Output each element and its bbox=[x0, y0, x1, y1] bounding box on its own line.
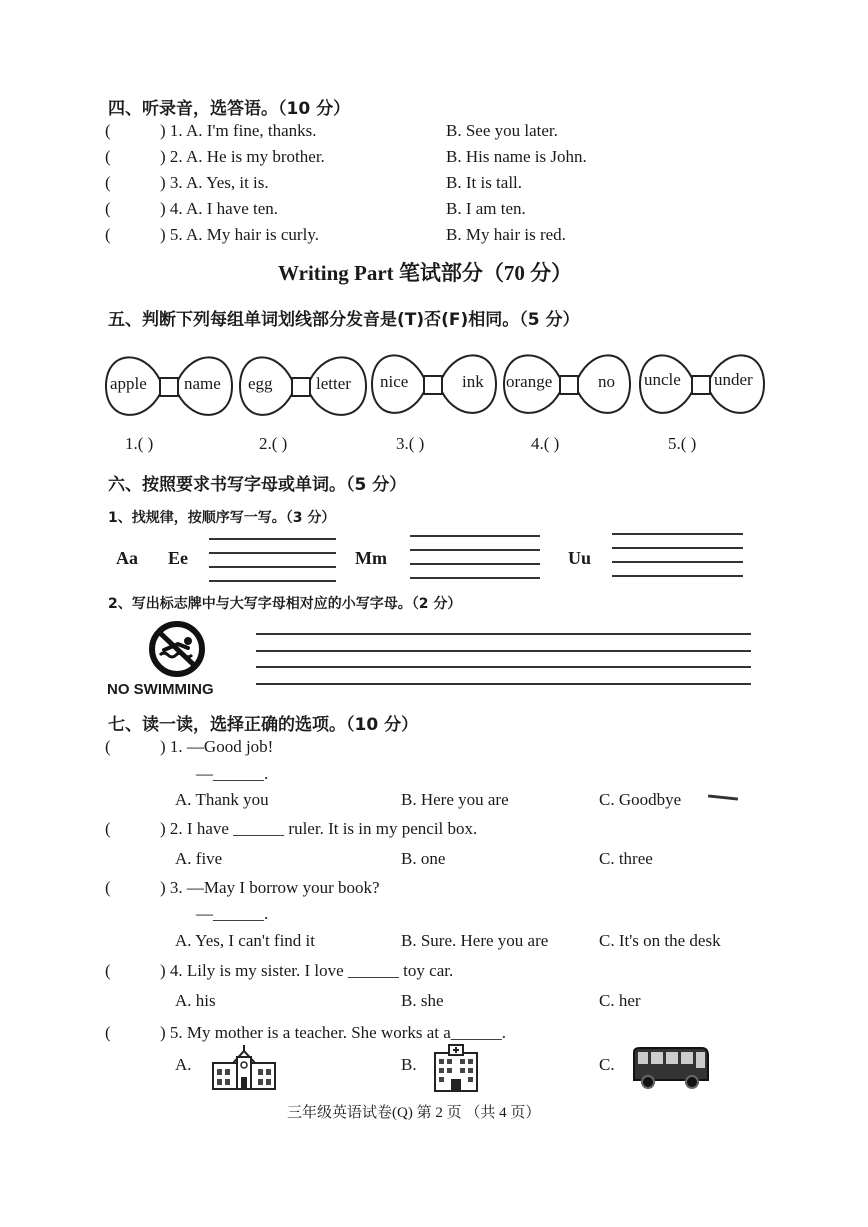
q1-option-b[interactable]: B. Here you are bbox=[401, 790, 509, 809]
answer-paren[interactable]: ( bbox=[105, 737, 111, 756]
question-3-a: ) 3. A. Yes, it is. bbox=[160, 173, 269, 192]
word-right: name bbox=[184, 374, 221, 393]
school-icon[interactable] bbox=[211, 1043, 277, 1091]
word-left: uncle bbox=[644, 370, 681, 389]
bow-pair-3 bbox=[370, 350, 498, 420]
q4-option-b[interactable]: B. she bbox=[401, 991, 444, 1010]
question-1-b: B. See you later. bbox=[446, 121, 558, 140]
q2-option-b[interactable]: B. one bbox=[401, 849, 446, 868]
question-4-a: ) 4. A. I have ten. bbox=[160, 199, 279, 218]
answer-paren[interactable]: ( bbox=[105, 961, 111, 980]
section6-sub2: 2、写出标志牌中与大写字母相对应的小写字母。（2 分） bbox=[108, 596, 462, 612]
word-right: letter bbox=[316, 374, 351, 393]
word-left: apple bbox=[110, 374, 147, 393]
q2-stem: ) 2. I have ______ ruler. It is in my pencil box. bbox=[160, 819, 478, 838]
answer-3-blank[interactable]: 3.( ) bbox=[396, 434, 425, 453]
q5-stem: ) 5. My mother is a teacher. She works at a______. bbox=[160, 1023, 507, 1042]
q5-option-a[interactable]: A. bbox=[175, 1055, 192, 1074]
q3-option-b[interactable]: B. Sure. Here you are bbox=[401, 931, 549, 950]
q1-option-c[interactable]: C. Goodbye bbox=[599, 790, 682, 809]
q4-option-a[interactable]: A. his bbox=[175, 991, 216, 1010]
answer-paren[interactable]: ( bbox=[105, 1023, 111, 1042]
answer-paren[interactable]: ( bbox=[105, 878, 111, 897]
q1-option-a[interactable]: A. Thank you bbox=[175, 790, 269, 809]
word-right: ink bbox=[462, 372, 484, 391]
q1-blank: —______. bbox=[196, 764, 269, 783]
question-2-b: B. His name is John. bbox=[446, 147, 587, 166]
letter-mm: Mm bbox=[355, 548, 387, 568]
q3-option-a[interactable]: A. Yes, I can't find it bbox=[175, 931, 316, 950]
word-right: under bbox=[714, 370, 753, 389]
bow-pair-4 bbox=[502, 350, 632, 420]
hospital-icon[interactable] bbox=[431, 1043, 481, 1093]
q4-stem: ) 4. Lily is my sister. I love ______ toy car. bbox=[160, 961, 454, 980]
question-5-a: ) 5. A. My hair is curly. bbox=[160, 225, 319, 244]
question-5-b: B. My hair is red. bbox=[446, 225, 566, 244]
answer-paren[interactable]: ( bbox=[105, 199, 111, 218]
section7-title: 七、读一读，选择正确的选项。（10 分） bbox=[108, 715, 419, 735]
q2-option-a[interactable]: A. five bbox=[175, 849, 223, 868]
answer-paren[interactable]: ( bbox=[105, 121, 111, 140]
q3-stem: ) 3. —May I borrow your book? bbox=[160, 878, 380, 897]
letter-uu: Uu bbox=[568, 548, 592, 568]
bow-pair-1 bbox=[104, 352, 234, 422]
letter-ee: Ee bbox=[168, 548, 188, 568]
word-right: no bbox=[598, 372, 615, 391]
answer-4-blank[interactable]: 4.( ) bbox=[531, 434, 560, 453]
pen-mark bbox=[708, 794, 738, 800]
section4-title: 四、听录音，选答语。（10 分） bbox=[108, 99, 351, 119]
bus-icon[interactable] bbox=[630, 1046, 710, 1090]
section6-title: 六、按照要求书写字母或单词。（5 分） bbox=[108, 475, 407, 495]
letter-aa: Aa bbox=[116, 548, 138, 568]
page-footer: 三年级英语试卷(Q) 第 2 页 （共 4 页） bbox=[287, 1105, 541, 1121]
q5-option-b[interactable]: B. bbox=[401, 1055, 417, 1074]
answer-5-blank[interactable]: 5.( ) bbox=[668, 434, 697, 453]
answer-paren[interactable]: ( bbox=[105, 225, 111, 244]
answer-paren[interactable]: ( bbox=[105, 819, 111, 838]
q2-option-c[interactable]: C. three bbox=[599, 849, 653, 868]
bow-pair-5 bbox=[638, 350, 766, 420]
bow-pair-2 bbox=[238, 352, 368, 422]
section5-title: 五、判断下列每组单词划线部分发音是(T)否(F)相同。（5 分） bbox=[108, 310, 580, 330]
answer-paren[interactable]: ( bbox=[105, 147, 111, 166]
q4-option-c[interactable]: C. her bbox=[599, 991, 641, 1010]
answer-1-blank[interactable]: 1.( ) bbox=[125, 434, 154, 453]
no-swimming-sign-icon bbox=[148, 620, 206, 678]
question-4-b: B. I am ten. bbox=[446, 199, 526, 218]
q3-blank: —______. bbox=[196, 904, 269, 923]
q5-option-c[interactable]: C. bbox=[599, 1055, 615, 1074]
question-2-a: ) 2. A. He is my brother. bbox=[160, 147, 325, 166]
q3-option-c[interactable]: C. It's on the desk bbox=[599, 931, 721, 950]
writing-part-title: Writing Part 笔试部分（70 分） bbox=[278, 261, 573, 285]
answer-2-blank[interactable]: 2.( ) bbox=[259, 434, 288, 453]
section6-sub1: 1、找规律，按顺序写一写。（3 分） bbox=[108, 510, 336, 526]
sign-label: NO SWIMMING bbox=[107, 681, 214, 698]
word-left: nice bbox=[380, 372, 409, 391]
answer-paren[interactable]: ( bbox=[105, 173, 111, 192]
question-3-b: B. It is tall. bbox=[446, 173, 523, 192]
question-1-a: ) 1. A. I'm fine, thanks. bbox=[160, 121, 317, 140]
q1-stem: ) 1. —Good job! bbox=[160, 737, 274, 756]
word-left: egg bbox=[248, 374, 273, 393]
word-left: orange bbox=[506, 372, 553, 391]
